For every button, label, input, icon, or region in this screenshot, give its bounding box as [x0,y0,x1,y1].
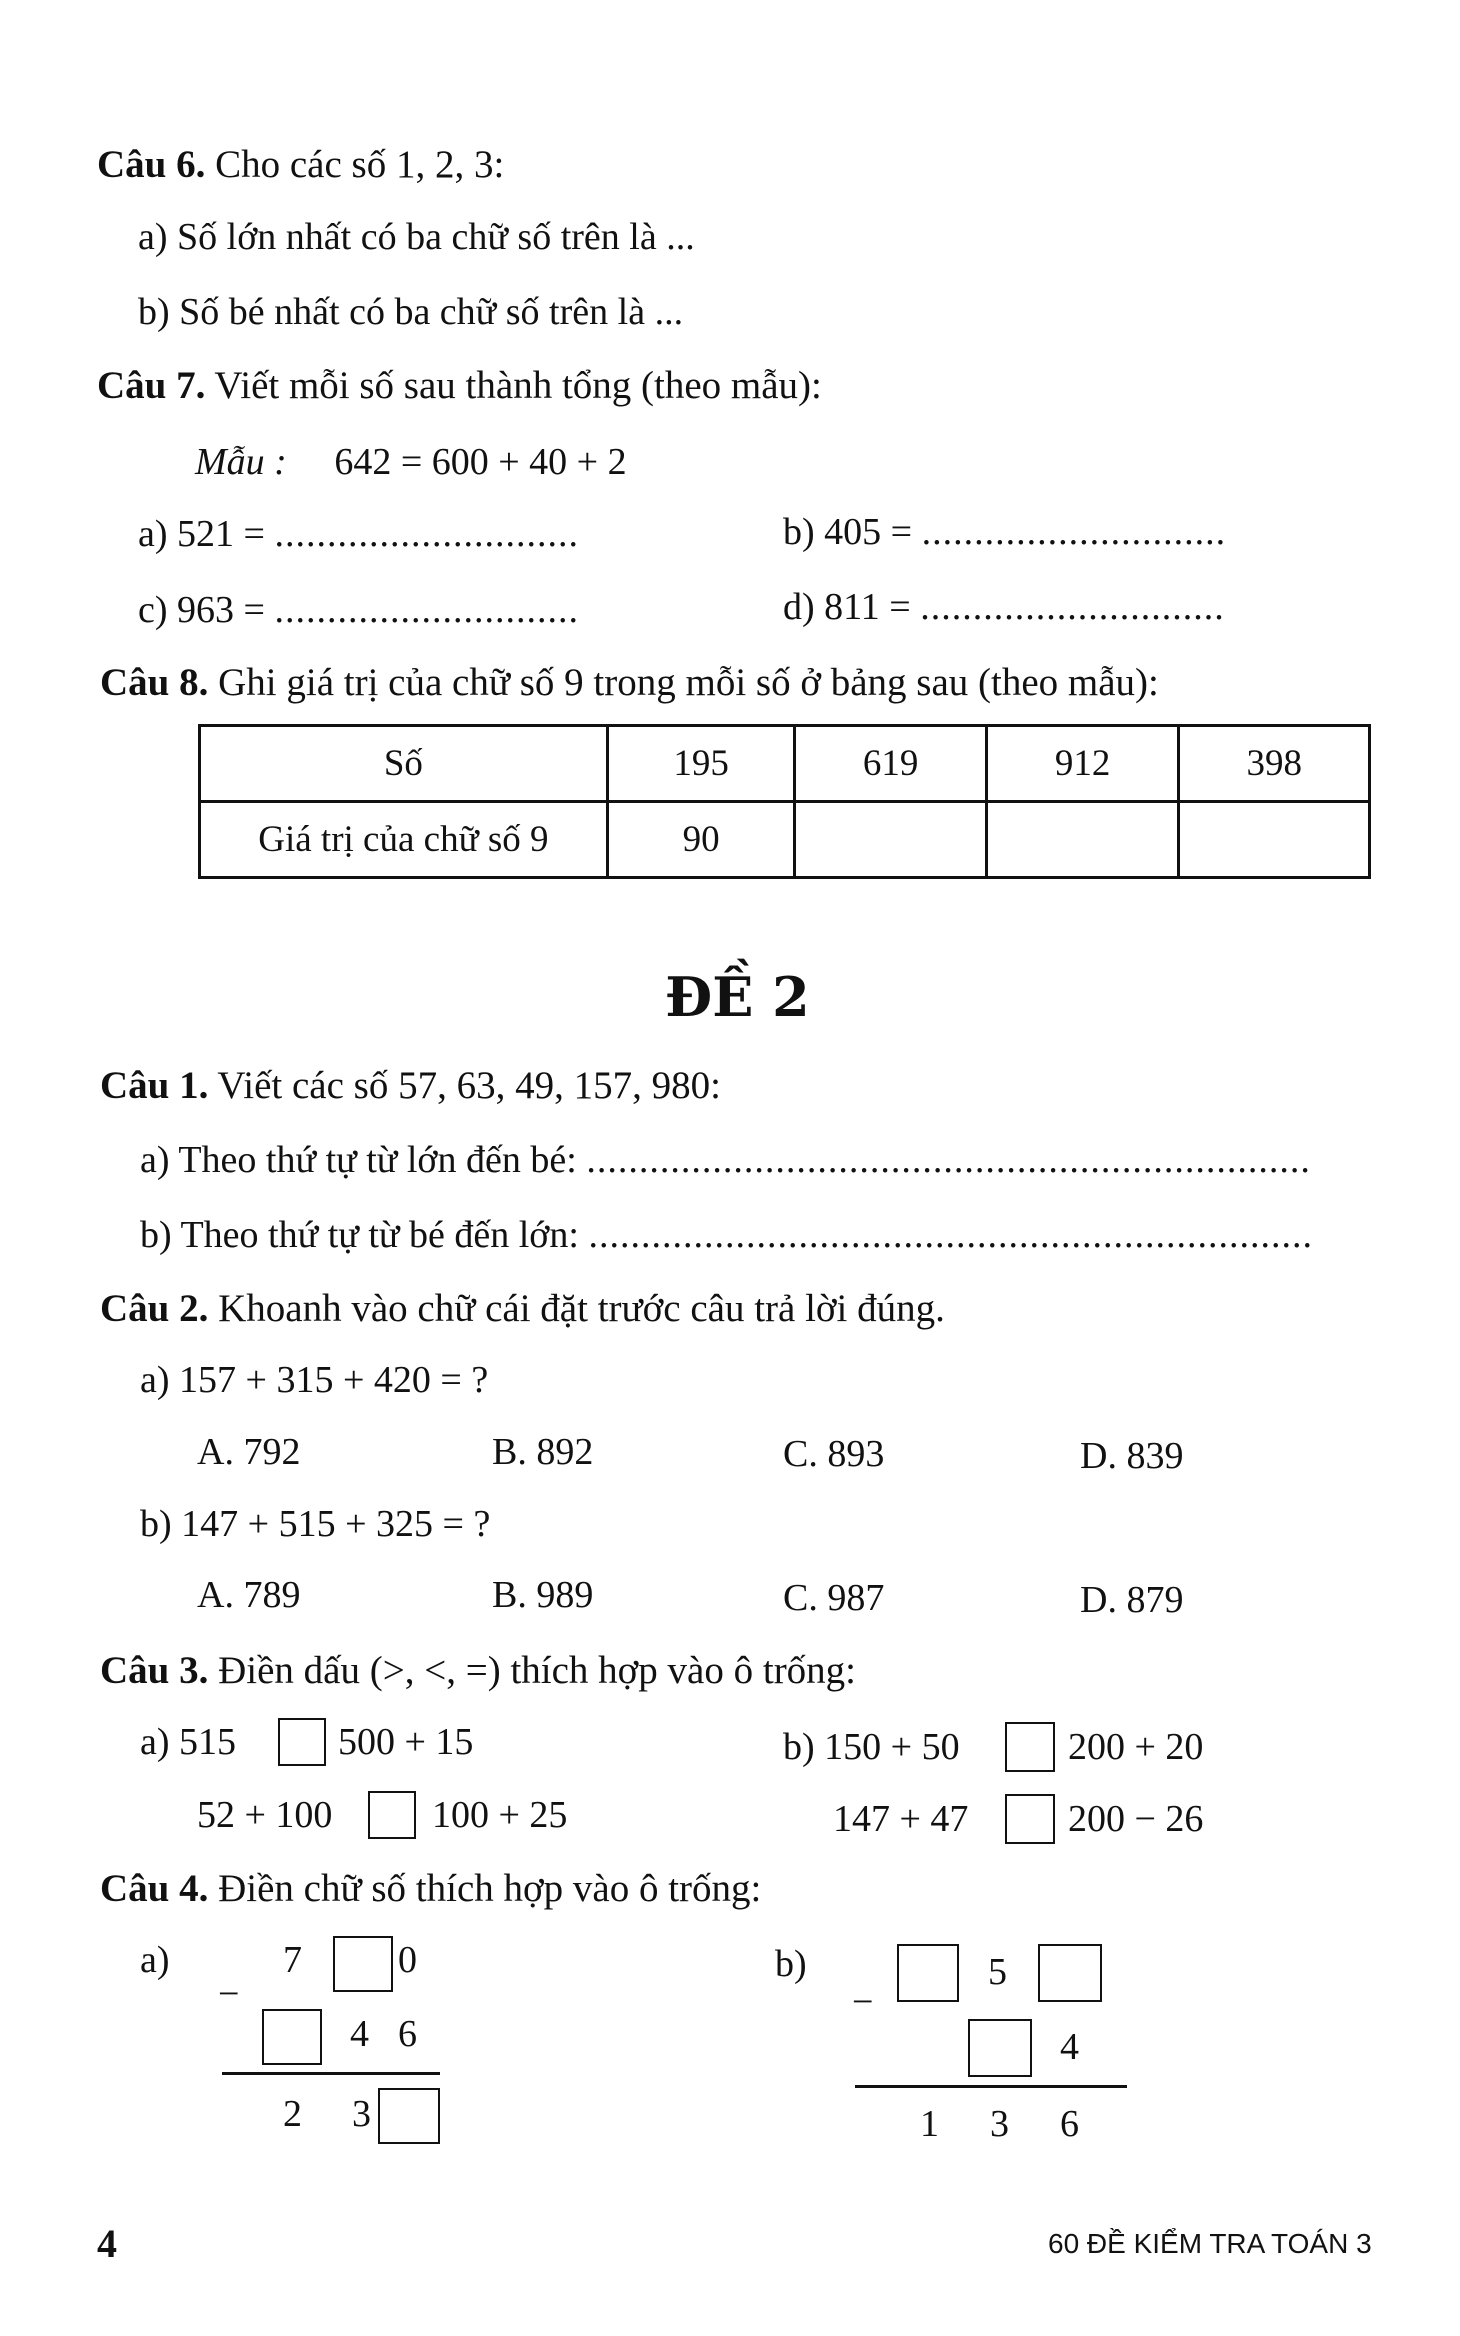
d2q1-b-blank: ..................................................................... [588,1214,1313,1256]
digit: 6 [1060,2103,1079,2145]
d2q3-heading [100,1648,856,1693]
q7-sample-expr: 642 = 600 + 40 + 2 [334,441,627,483]
q7-d [783,585,1225,629]
d2q4-text: Điền chữ số thích hợp vào ô trống: [218,1867,762,1910]
d2q1-b [140,1213,1313,1257]
q7-d-blank: ............................. [920,586,1225,628]
d2q2-a: a) 157 + 315 + 420 = ? [140,1359,489,1401]
minus-sign: − [218,1973,240,2015]
digit-box[interactable] [968,2019,1032,2077]
q6-a: a) Số lớn nhất có ba chữ số trên là ... [138,216,695,258]
d2q2-a-option[interactable]: C. 893 [783,1433,885,1475]
minus-sign: − [852,1981,874,2023]
table-cell-blank[interactable] [1179,802,1370,878]
d2q2-b-option[interactable]: B. 989 [492,1574,594,1616]
q7-c-text: c) 963 = [138,589,265,631]
q7-a [138,512,579,556]
table-cell-blank[interactable] [795,802,987,878]
page-number: 4 [97,2221,117,2266]
q7-b-text: b) 405 = [783,511,913,553]
value-table [198,724,1371,879]
digit-box[interactable] [333,1936,393,1992]
digit: 4 [1060,2026,1079,2068]
q7-c-blank: ............................. [274,589,579,631]
table-header-cell: 195 [607,726,795,802]
d2q3-b1-right: 200 + 20 [1068,1726,1204,1768]
digit-box[interactable] [897,1944,959,2002]
q7-a-blank: ............................. [274,513,579,555]
d2q2-label: Câu 2. [100,1287,209,1330]
digit: 2 [283,2093,302,2135]
d2q1-a-blank: ..................................................................... [586,1139,1311,1181]
q8-label: Câu 8. [100,661,209,704]
q7-b [783,510,1226,554]
d2q3-a2-right: 100 + 25 [432,1794,568,1836]
d2q3-text: Điền dấu (>, <, =) thích hợp vào ô trống: [218,1649,857,1692]
d2q4-a-label: a) [140,1939,170,1981]
compare-box[interactable] [368,1791,416,1839]
digit: 6 [398,2013,417,2055]
d2q2-a-option[interactable]: D. 839 [1080,1435,1184,1477]
q6-heading [97,142,504,187]
table-cell: 90 [607,802,795,878]
digit: 0 [398,1939,417,1981]
d2q1-b-text: b) Theo thứ tự từ bé đến lớn: [140,1214,579,1256]
q7-sample-label: Mẫu : [195,441,287,483]
q6-b: b) Số bé nhất có ba chữ số trên là ... [138,291,684,333]
d2q2-a-option[interactable]: B. 892 [492,1431,594,1473]
d2q2-b-option[interactable]: D. 879 [1080,1579,1184,1621]
d2q1-label: Câu 1. [100,1064,209,1107]
d2q1-a [140,1138,1311,1182]
digit: 7 [283,1939,302,1981]
digit: 1 [920,2103,939,2145]
d2q3-a1-right: 500 + 15 [338,1721,474,1763]
q7-sample [195,440,627,484]
d2q2-a-option[interactable]: A. 792 [197,1431,301,1473]
table-row [200,802,1370,878]
table-header-cell: 912 [986,726,1179,802]
digit-box[interactable] [262,2009,322,2065]
q7-heading [97,363,822,408]
d2q1-text: Viết các số 57, 63, 49, 157, 980: [217,1064,721,1107]
q7-text: Viết mỗi số sau thành tổng (theo mẫu): [214,364,822,407]
digit: 5 [988,1951,1007,1993]
d2q2-text: Khoanh vào chữ cái đặt trước câu trả lời đúng. [218,1287,945,1330]
q7-b-blank: ............................. [921,511,1227,553]
d2q1-a-text: a) Theo thứ tự từ lớn đến bé: [140,1139,577,1181]
d2q3-b2-left: 147 + 47 [833,1798,969,1840]
q8-text: Ghi giá trị của chữ số 9 trong mỗi số ở bảng sau (theo mẫu): [218,661,1159,704]
q7-c [138,588,579,632]
section-title: ĐỀ 2 [665,965,810,1029]
d2q2-b: b) 147 + 515 + 325 = ? [140,1503,491,1545]
digit: 4 [350,2013,369,2055]
table-header-row [200,726,1370,802]
d2q3-a1-left: a) 515 [140,1721,237,1763]
d2q3-a2-left: 52 + 100 [197,1794,333,1836]
d2q4-label: Câu 4. [100,1867,209,1910]
table-header-cell: Số [200,726,608,802]
q7-label: Câu 7. [97,364,206,407]
digit-box[interactable] [1038,1944,1102,2002]
digit: 3 [990,2103,1009,2145]
q7-a-text: a) 521 = [138,513,265,555]
subtraction-line [222,2072,440,2075]
d2q1-heading [100,1063,721,1108]
d2q3-b1-left: b) 150 + 50 [783,1726,960,1768]
subtraction-line [855,2085,1127,2088]
compare-box[interactable] [278,1718,326,1766]
q6-label: Câu 6. [97,143,206,186]
book-title: 60 ĐỀ KIỂM TRA TOÁN 3 [1048,2228,1372,2259]
compare-box[interactable] [1005,1794,1055,1844]
q7-d-text: d) 811 = [783,586,911,628]
d2q2-b-option[interactable]: A. 789 [197,1574,301,1616]
digit: 3 [352,2093,371,2135]
d2q3-b2-right: 200 − 26 [1068,1798,1204,1840]
d2q2-heading [100,1286,945,1331]
table-header-cell: 619 [795,726,987,802]
d2q4-b-label: b) [775,1943,807,1985]
table-cell: Giá trị của chữ số 9 [200,802,608,878]
q8-heading [100,660,1159,705]
table-cell-blank[interactable] [986,802,1179,878]
d2q3-label: Câu 3. [100,1649,209,1692]
d2q4-heading [100,1866,761,1911]
compare-box[interactable] [1005,1722,1055,1772]
digit-box[interactable] [378,2088,440,2144]
d2q2-b-option[interactable]: C. 987 [783,1577,885,1619]
q6-text: Cho các số 1, 2, 3: [215,143,505,186]
table-header-cell: 398 [1179,726,1370,802]
